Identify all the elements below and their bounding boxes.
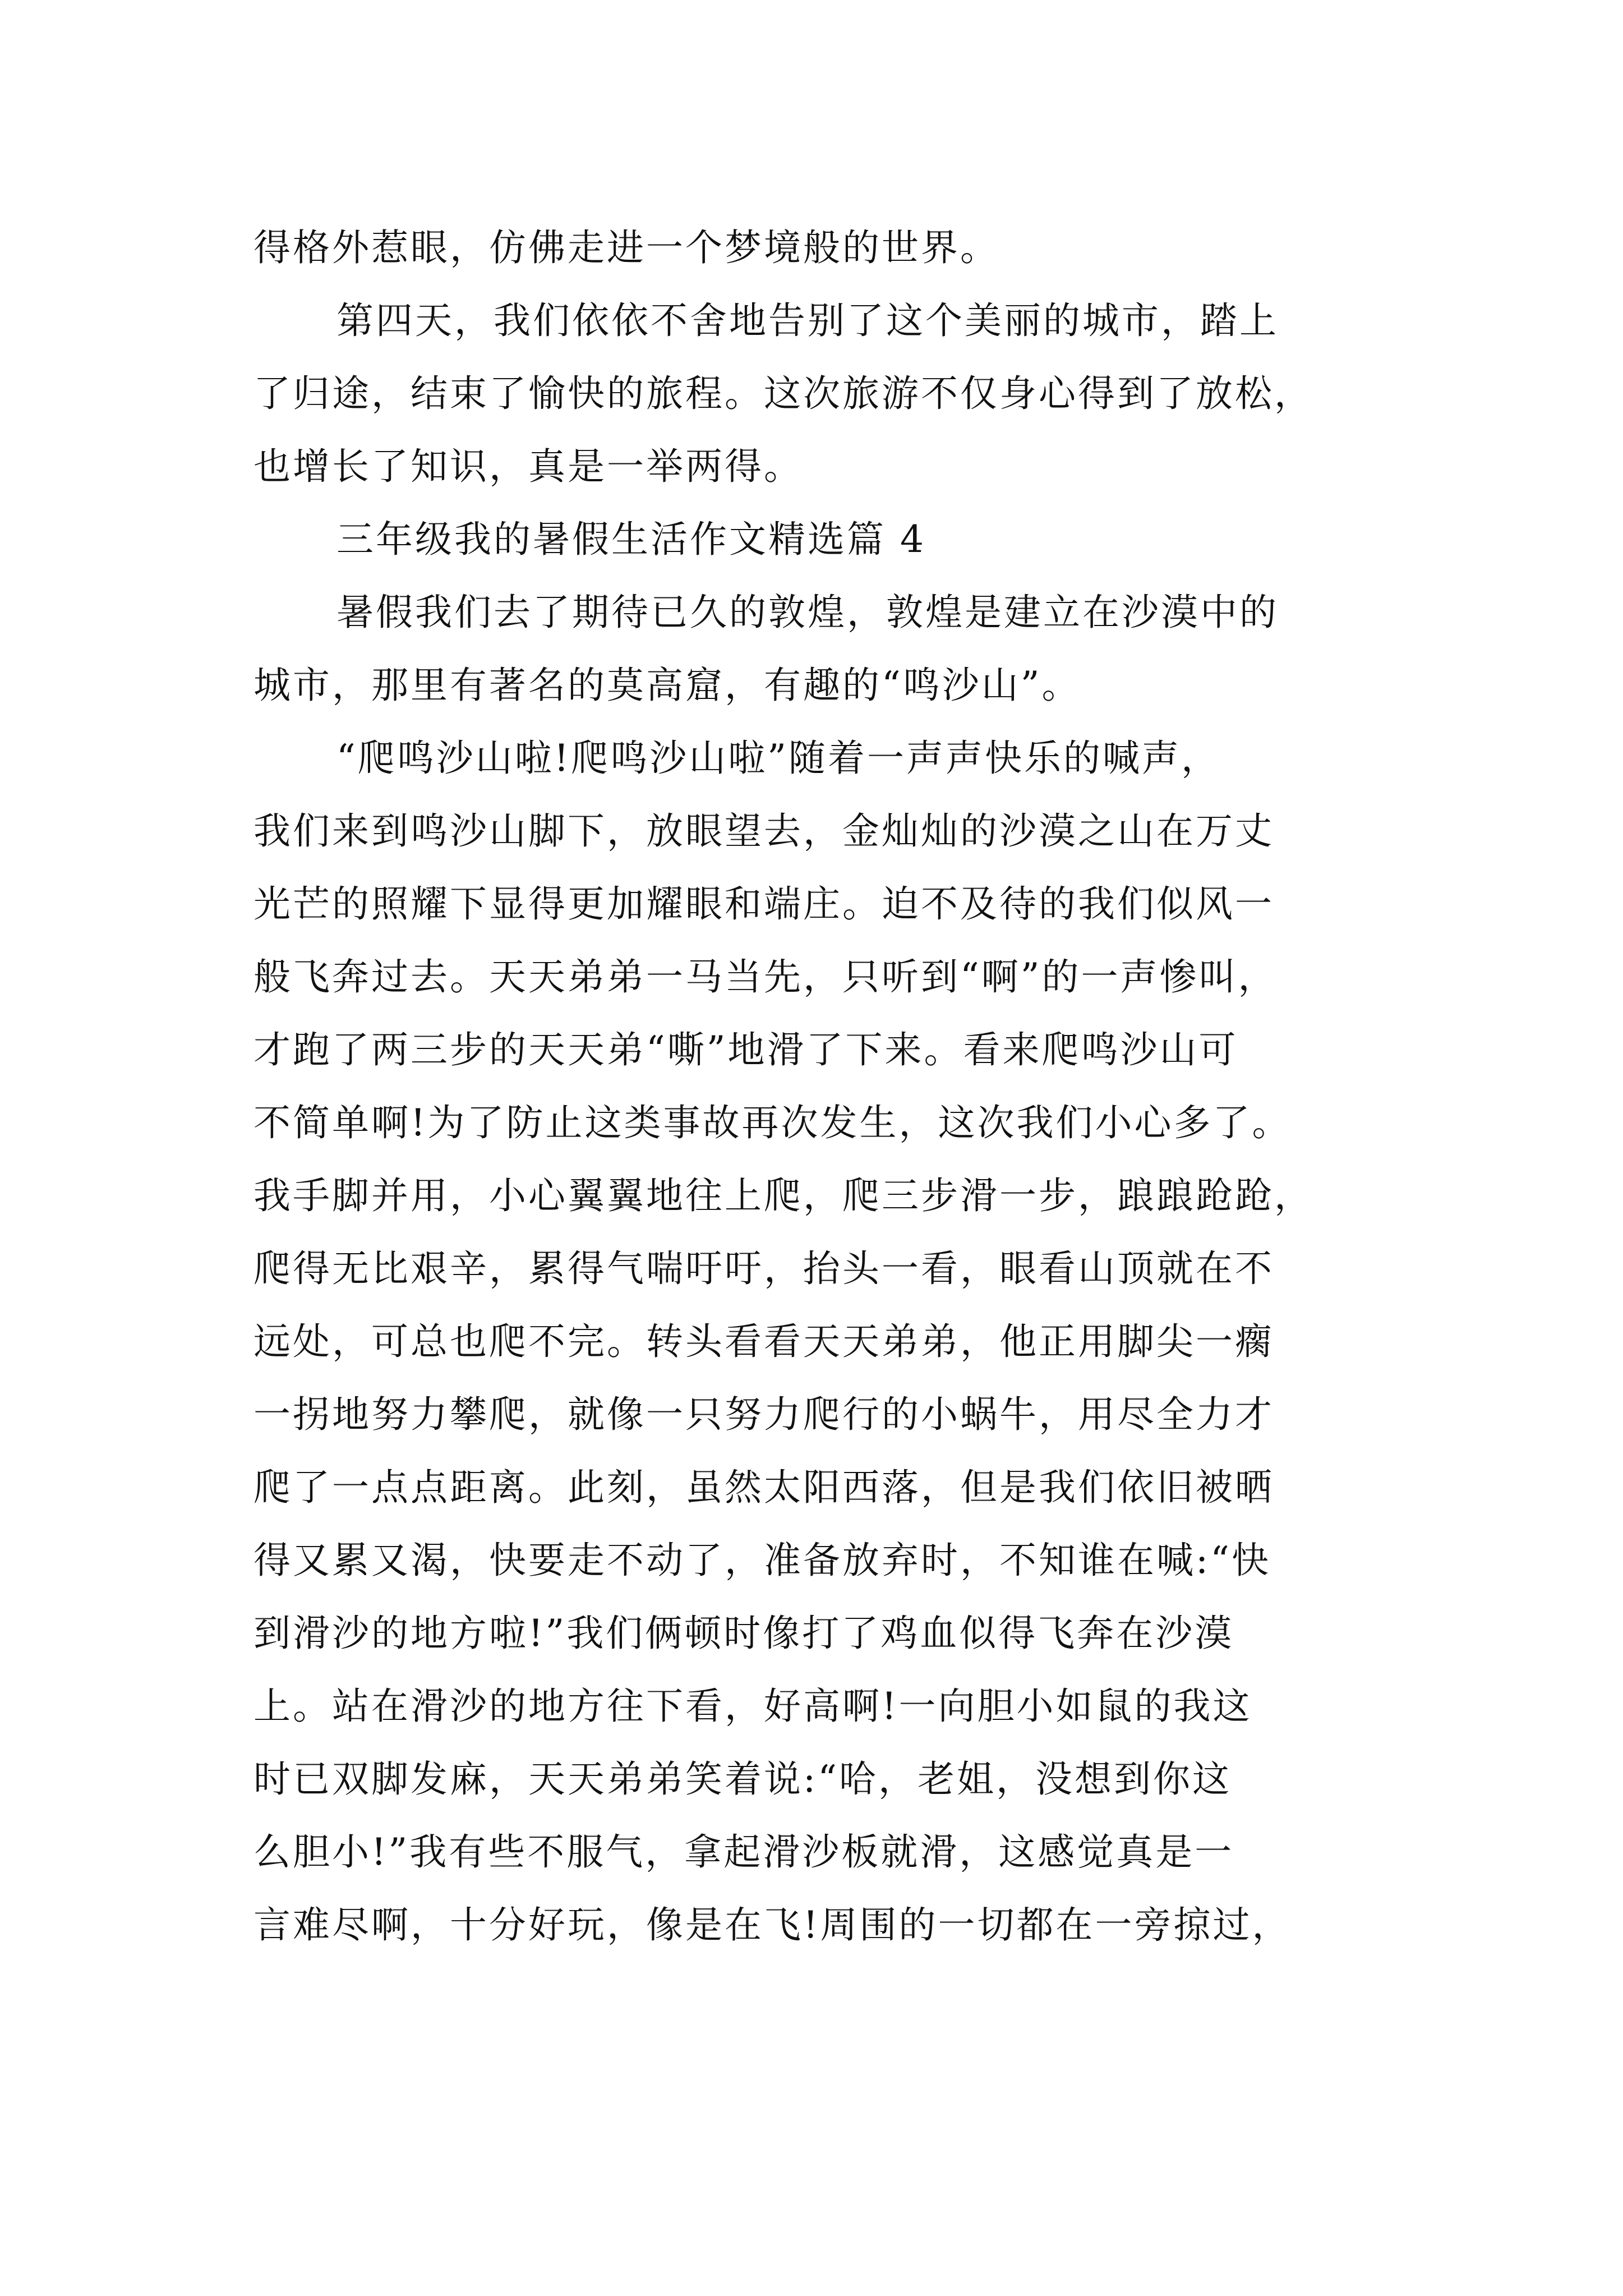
text-line: 我手脚并用，小心翼翼地往上爬，爬三步滑一步，踉踉跄跄，	[253, 1174, 1313, 1217]
text-line: 时已双脚发麻，天天弟弟笑着说:“哈，老姐，没想到你这	[253, 1757, 1232, 1801]
text-line: 爬得无比艰辛，累得气喘吁吁，抬头一看，眼看山顶就在不	[253, 1247, 1274, 1290]
text-line: 城市，那里有著名的莫高窟，有趣的“鸣沙山”。	[253, 664, 1081, 707]
text-line: 远处，可总也爬不完。转头看看天天弟弟，他正用脚尖一瘸	[253, 1320, 1274, 1363]
text-line: 了归途，结束了愉快的旅程。这次旅游不仅身心得到了放松，	[253, 372, 1313, 415]
text-line: 我们来到鸣沙山脚下，放眼望去，金灿灿的沙漠之山在万丈	[253, 809, 1274, 853]
text-line: 么胆小!”我有些不服气，拿起滑沙板就滑，这感觉真是一	[253, 1830, 1234, 1874]
text-line: 上。站在滑沙的地方往下看，好高啊!一向胆小如鼠的我这	[253, 1685, 1252, 1728]
section-heading: 三年级我的暑假生活作文精选篇 4	[336, 518, 926, 561]
text-line: 才跑了两三步的天天弟“嘶”地滑了下来。看来爬鸣沙山可	[253, 1028, 1238, 1071]
text-line: 到滑沙的地方啦!”我们俩顿时像打了鸡血似得飞奔在沙漠	[253, 1612, 1234, 1655]
text-line: 般飞奔过去。天天弟弟一马当先，只听到“啊”的一声惨叫，	[253, 955, 1278, 999]
text-line: 得格外惹眼，仿佛走进一个梦境般的世界。	[253, 226, 999, 269]
text-line: 言难尽啊，十分好玩，像是在飞!周围的一切都在一旁掠过，	[253, 1903, 1292, 1947]
text-line: 光芒的照耀下显得更加耀眼和端庄。迫不及待的我们似风一	[253, 882, 1274, 926]
text-line: 得又累又渴，快要走不动了，准备放弃时，不知谁在喊:“快	[253, 1539, 1271, 1582]
text-line: “爬鸣沙山啦!爬鸣沙山啦”随着一声声快乐的喊声，	[336, 737, 1221, 780]
text-line: 也增长了知识，真是一举两得。	[253, 445, 803, 488]
text-line: 第四天，我们依依不舍地告别了这个美丽的城市，踏上	[336, 299, 1279, 342]
text-line: 不简单啊!为了防止这类事故再次发生，这次我们小心多了。	[253, 1101, 1292, 1144]
text-line: 一拐地努力攀爬，就像一只努力爬行的小蜗牛，用尽全力才	[253, 1393, 1274, 1436]
text-line: 暑假我们去了期待已久的敦煌，敦煌是建立在沙漠中的	[336, 591, 1279, 634]
text-line: 爬了一点点距离。此刻，虽然太阳西落，但是我们依旧被晒	[253, 1466, 1274, 1509]
